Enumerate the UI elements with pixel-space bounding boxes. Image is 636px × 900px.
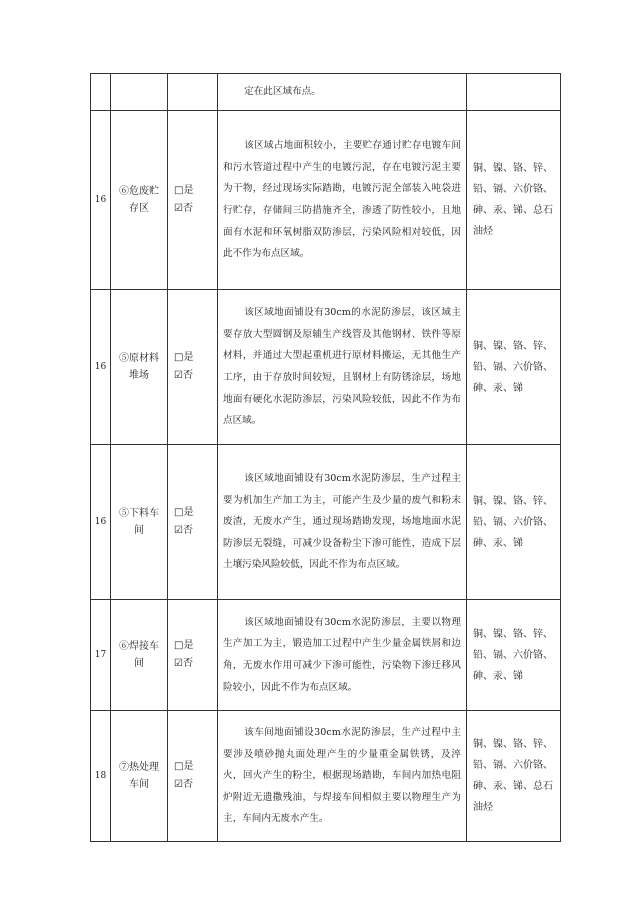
option-cell: [168, 111, 218, 290]
area-name: ⑦热处理车间: [111, 711, 168, 842]
area-name: ⑥焊接车间: [111, 600, 168, 711]
row-number: 17: [91, 600, 111, 711]
area-description: 该区域地面铺设有30cm的水泥防渗层，该区域主要存放大型圆钢及原辅生产线管及其他钢材、铁件等原材料，并通过大型起重机进行原材料搬运，无其他生产工序，由于存放时间较短，且钢材上有防锈涂层，场地地面有硬化水泥防渗层，污染风险较低，因此不作为布点区域。: [218, 290, 467, 445]
row-number: 16: [91, 290, 111, 445]
table-row: [91, 600, 561, 711]
option-cell: [168, 290, 218, 445]
row-number: 18: [91, 711, 111, 842]
table-row: [91, 290, 561, 445]
area-description: 该区域地面铺设有30cm水泥防渗层，生产过程主要为机加生产加工为主，可能产生及少量的废气和粉末废渣，无废水产生，通过现场踏勘发现，场地地面水泥防渗层无裂缝，可减少设备粉尘下渗可能性，造成下层土壤污染风险较低，因此不作为布点区域。: [218, 445, 467, 600]
area-description: 定在此区域布点。: [218, 74, 467, 111]
pollutant-list: 铜、镍、铬、锌、铅、镉、六价铬、砷、汞、锑、总石油烃: [467, 111, 561, 290]
area-name: ⑤下料车间: [111, 445, 168, 600]
pollution-area-table: [90, 73, 561, 842]
pollutant-list: [467, 74, 561, 111]
area-name: ⑤原材料堆场: [111, 290, 168, 445]
row-number: 16: [91, 111, 111, 290]
option-yes-checkbox: □是: [174, 640, 194, 651]
area-name: ⑥危废贮存区: [111, 111, 168, 290]
option-no-checkbox: ☑否: [174, 370, 193, 381]
pollutant-list: 铜、镍、铬、锌、铅、镉、六价铬、砷、汞、锑: [467, 600, 561, 711]
option-yes-checkbox: □是: [174, 352, 194, 363]
option-cell: [168, 600, 218, 711]
pollutant-list: 铜、镍、铬、锌、铅、镉、六价铬、砷、汞、锑: [467, 445, 561, 600]
option-no-checkbox: ☑否: [174, 203, 193, 214]
option-yes-checkbox: □是: [174, 761, 194, 772]
table-row: [91, 445, 561, 600]
pollutant-list: 铜、镍、铬、锌、铅、镉、六价铬、砷、汞、锑、总石油烃: [467, 711, 561, 842]
area-name: [111, 74, 168, 111]
option-yes-checkbox: □是: [174, 507, 194, 518]
area-description: 该区域地面铺设有30cm水泥防渗层，主要以物理生产加工为主，锻造加工过程中产生少量金属铁屑和边角，无废水作用可减少下渗可能性，污染物下渗迁移风险较小，因此不作为布点区域。: [218, 600, 467, 711]
option-cell: [168, 711, 218, 842]
row-number: 16: [91, 445, 111, 600]
option-yes-checkbox: □是: [174, 185, 194, 196]
pollutant-list: 铜、镍、铬、锌、铅、镉、六价铬、砷、汞、锑: [467, 290, 561, 445]
area-description: 该区域占地面积较小，主要贮存通讨贮存电镀车间和污水管道过程中产生的电镀污泥，存在电镀污泥主要为干物，经过现场实际踏勘，电镀污泥全部装入吨袋进行贮存，存储间三防措施齐全，渗透了防性较小，且地面有水泥和环氧树脂双防渗层，污染风险相对较低，因此不作为布点区域。: [218, 111, 467, 290]
row-number: [91, 74, 111, 111]
option-cell: [168, 74, 218, 111]
option-no-checkbox: ☑否: [174, 779, 193, 790]
option-no-checkbox: ☑否: [174, 658, 193, 669]
option-cell: [168, 445, 218, 600]
table-row: [91, 74, 561, 111]
table-row: [91, 111, 561, 290]
area-description: 该车间地面铺设30cm水泥防渗层，生产过程中主要涉及喷砂抛丸面处理产生的少量重金属铁锈，及淬火，回火产生的粉尘，根据现场踏勘，车间内加热电阻炉附近无遗撒残油，与焊接车间相似主要以物理生产为主，车间内无废水产生。: [218, 711, 467, 842]
option-no-checkbox: ☑否: [174, 525, 193, 536]
table-row: [91, 711, 561, 842]
